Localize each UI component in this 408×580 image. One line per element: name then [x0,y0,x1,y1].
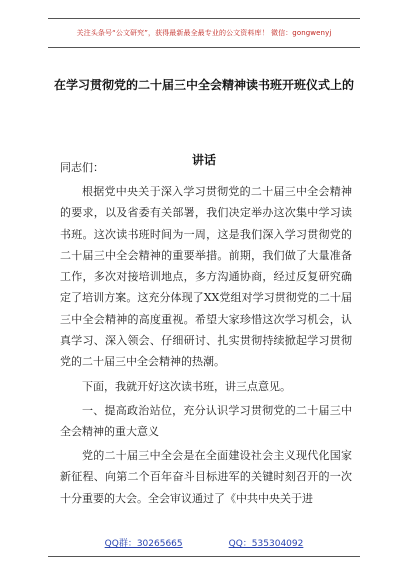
header-banner-text: 关注头条号“公文研究”，获得最新最全最专业的公文资料库！ 微信：gongwenyj [76,29,332,37]
body-paragraph-1: 根据党中央关于深入学习贯彻党的二十届三中全会精神的要求，以及省委有关部署，我们决定举办这次集中学习读书班。这次读书班时间为一周，这是我们深入学习贯彻党的二十届三中全会精神的重要举措。前期，我们做了大量准备工作，多次对接培训地点，多方沟通协商，经过反复研究确定了培训方案。这充分体现了XX党组对学习贯彻党的二十届三中全会精神的高度重视。希望大家珍惜这次学习机会，认真学习、深入领会、仔细研讨、扎实贯彻持续掀起学习贯彻党的二十届三中全会精神的热潮。 [60,185,352,369]
footer-contact [48,536,360,557]
document-title-line1: 在学习贯彻党的二十届三中全会精神读书班开班仪式上的 [53,78,354,92]
document-title-line2: 讲话 [191,153,216,167]
body-paragraph-3: 党的二十届三中全会是在全面建设社会主义现代化国家新征程、向第二个百年奋斗目标进军的关键时刻召开的一次十分重要的大会。全会审议通过了《中共中央关于进 [60,449,352,505]
footer-qq-group: QQ群：30265665 [104,539,183,549]
header-banner [48,18,360,48]
section-heading-1: 一、提高政治站位，充分认识学习贯彻党的二十届三中全会精神的重大意义 [60,404,352,439]
body-paragraph-2: 下面，我就开好这次读书班，讲三点意见。 [82,380,291,393]
salutation: 同志们： [60,161,104,174]
footer-qq: QQ：535304092 [228,539,304,549]
